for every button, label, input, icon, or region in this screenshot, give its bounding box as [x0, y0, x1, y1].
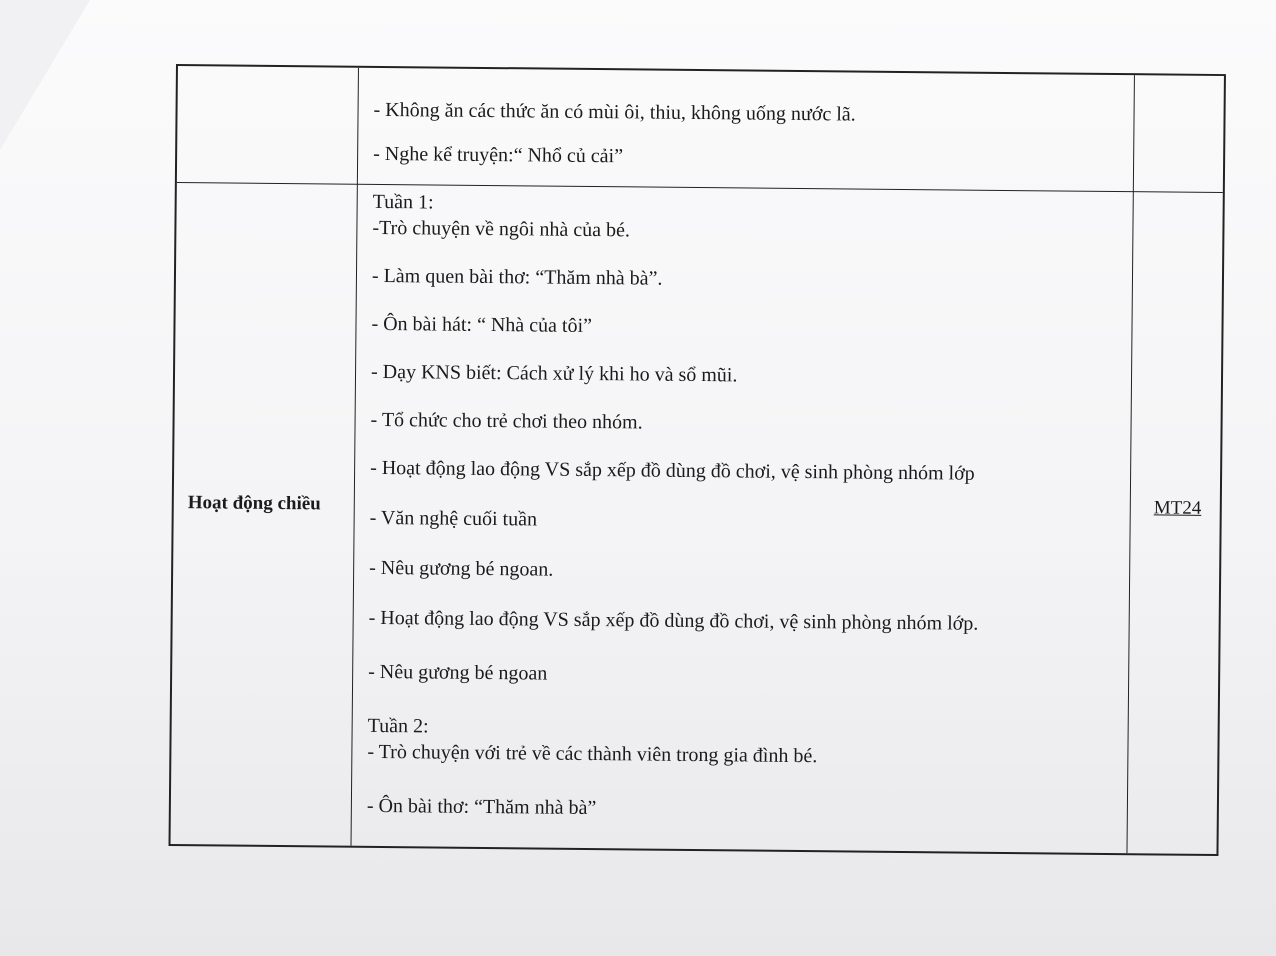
activity-line: - Văn nghệ cuối tuần [369, 506, 538, 531]
activity-line: - Nêu gương bé ngoan. [369, 556, 554, 581]
row-label-afternoon-activity: Hoạt động chiều [187, 492, 321, 515]
objective-code: MT24 [1153, 497, 1202, 519]
activity-line: - Hoạt động lao động VS sắp xếp đồ dùng đồ chơi, vệ sinh phòng nhóm lớp. [368, 606, 979, 635]
activity-line: - Dạy KNS biết: Cách xử lý khi ho và sổ mũi. [370, 360, 738, 387]
week-2-heading: Tuần 2: [367, 714, 429, 738]
activity-line: - Tổ chức cho trẻ chơi theo nhóm. [370, 408, 643, 434]
week-1-heading: Tuần 1: [372, 190, 434, 214]
top-row-line-2: - Nghe kể truyện:“ Nhổ củ cải” [373, 142, 624, 168]
paper-fold-corner [0, 0, 90, 150]
activity-line: - Nêu gương bé ngoan [368, 660, 548, 685]
activity-table [168, 64, 1225, 856]
row-divider [177, 182, 1223, 193]
top-row-line-1: - Không ăn các thức ăn có mùi ôi, thiu, không uống nước lã. [373, 98, 856, 126]
activity-line: - Làm quen bài thơ: “Thăm nhà bà”. [371, 264, 663, 290]
activity-line: - Trò chuyện với trẻ về các thành viên trong gia đình bé. [367, 740, 818, 768]
activity-line: - Ôn bài hát: “ Nhà của tôi” [371, 312, 593, 338]
activity-line: - Ôn bài thơ: “Thăm nhà bà” [366, 794, 597, 820]
activity-line: - Hoạt động lao động VS sắp xếp đồ dùng đồ chơi, vệ sinh phòng nhóm lớp [370, 456, 975, 485]
activity-line: -Trò chuyện về ngôi nhà của bé. [372, 216, 631, 242]
